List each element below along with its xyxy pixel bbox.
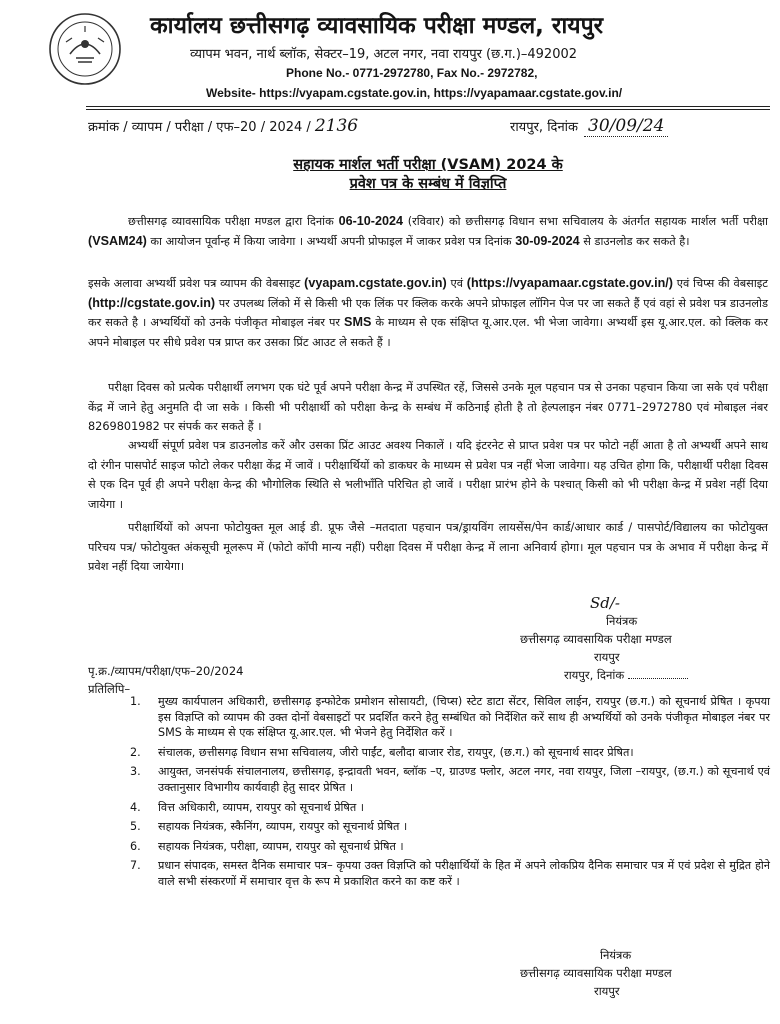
date-blank xyxy=(628,678,688,679)
handwritten-date: 30/09/24 xyxy=(584,116,668,137)
office-address: व्यापम भवन, नार्थ ब्लॉक, सेक्टर–19, अटल नगर, नवा रायपुर (छ.ग.)–492002 xyxy=(190,47,578,62)
list-item-text: सहायक नियंत्रक, परीक्षा, व्यापम, रायपुर को सूचनार्थ प्रेषित । xyxy=(158,839,404,853)
signature1-office: छत्तीसगढ़ व्यावसायिक परीक्षा मण्डल xyxy=(520,632,672,646)
office-phone: Phone No.- 0771-2972780, Fax No.- 2972782, xyxy=(286,66,538,80)
admit-card-date: 30-09-2024 xyxy=(515,233,580,248)
reference-number xyxy=(88,116,358,136)
paragraph-1 xyxy=(88,212,768,251)
list-item xyxy=(130,800,770,816)
copy-header xyxy=(88,662,243,698)
list-item-number: 4. xyxy=(130,800,141,814)
list-item-text: मुख्य कार्यपालन अधिकारी, छत्तीसगढ़ इन्फोटेक प्रमोशन सोसायटी, (चिप्स) स्टेट डाटा सेंटर, सिविल लाईन, रायपुर (छ.ग.) को सूचनार्थ प्रेषित । कृपया इस विज्ञप्ति को व्यापम की उक्त दोनों वेबसाइटों पर प्रदर्शित करने हेतु सम्बंधित को निर्देशित करें साथ ही अभ्यर्थियों को उनके पंजीकृत मोबाइल नंबर पर SMS के माध्यम से एक संक्षिप्त यू.आर.एल. भी भेजने हेतु निर्देशित करें । xyxy=(158,695,770,740)
signature-scribble: Sd/- xyxy=(590,594,620,612)
place-date xyxy=(510,116,668,137)
list-item-number: 6. xyxy=(130,839,141,853)
header-divider xyxy=(86,106,770,107)
office-website[interactable]: Website- https://vyapam.cgstate.gov.in, https://vyapamaar.cgstate.gov.in/ xyxy=(206,86,623,100)
signature-block-2 xyxy=(520,946,672,1000)
signature1-designation: नियंत्रक xyxy=(606,614,638,628)
list-item xyxy=(130,745,770,761)
list-item-text: वित्त अधिकारी, व्यापम, रायपुर को सूचनार्थ प्रेषित । xyxy=(158,800,365,814)
list-item-number: 5. xyxy=(130,820,141,834)
office-title: कार्यालय छत्तीसगढ़ व्यावसायिक परीक्षा मण्डल, रायपुर xyxy=(150,13,604,39)
paragraph-5: परीक्षार्थियों को अपना फोटोयुक्त मूल आई डी. प्रूफ जैसे –मतदाता पहचान पत्र/ड्रायविंग लायसेंस/पेन कार्ड/आधार कार्ड / पासपोर्ट/विद्यालय का फोटोयुक्त परिचय पत्र/ फोटोयुक्त अंकसूची मूलरूप में (फोटो कॉपी मान्य नहीं) परीक्षा दिवस में परीक्षा केन्द्र में लाना अनिवार्य होगा। मूल पहचान पत्र के अभाव में परीक्षा केन्द्र में प्रवेश नहीं दिया जायेगा। xyxy=(88,521,768,574)
p2-text-c: एवं चिप्स की वेबसाइट xyxy=(672,277,768,290)
list-item-text: प्रधान संपादक, समस्त दैनिक समाचार पत्र– कृपया उक्त विज्ञप्ति को परीक्षार्थियों के हित में अपने लोकप्रिय दैनिक समाचार पत्र में एवं प्रदेश से मुद्रित होने वाले सभी संस्करणों में समाचार वृत्त के रूप मे प्रकाशित करने का कष्ट करें । xyxy=(158,859,770,888)
p2-text-e: के माध्यम से एक संक्षिप्त यू.आर.एल. भी भेजा जावेगा। अभ्यर्थी इस यू.आर.एल. को क्लिक कर अपने मोबाइल पर सीधे प्रवेश पत्र प्राप्त कर उसका प्रिंट आउट ले सकते हैं । xyxy=(88,316,768,349)
copy-list xyxy=(130,694,770,894)
p2-text-d: पर उपलब्ध लिंको में से किसी भी एक लिंक पर क्लिक करके अपने प्रोफाइल लॉगिन पेज पर जा सकते हैं एवं वहां से प्रवेश पत्र डाउनलोड कर सकते है । अभ्यर्थियों को उनके पंजीकृत मोबाइल नंबर पर xyxy=(88,296,768,330)
list-item xyxy=(130,819,770,835)
p1-text-c: का आयोजन पूर्वान्ह में किया जावेगा । अभ्यर्थी अपनी प्रोफाइल में जाकर प्रवेश पत्र दिनांक xyxy=(146,234,516,248)
p2-text-a: इसके अलावा अभ्यर्थी प्रवेश पत्र व्यापम की वेबसाइट xyxy=(88,277,305,290)
list-item xyxy=(130,694,770,741)
paragraph-3: परीक्षा दिवस को प्रत्येक परीक्षार्थी लगभग एक घंटे पूर्व अपने परीक्षा केन्द्र में उपस्थित रहें, जिससे उनके मूल पहचान पत्र से उनका पहचान किया जा सके एवं परीक्षा केंद्र में जाने हेतु अनुमति दी जा सके । किसी भी परीक्षार्थी को परीक्षा केन्द्र के सम्बंध में कठिनाई होती है तो हेल्पलाइन नंबर 0771–2972780 एवं मोबाइल नंबर 8269801982 पर संपर्क कर सकते हैं । xyxy=(88,381,768,434)
header-divider-2 xyxy=(86,109,770,110)
list-item xyxy=(130,858,770,889)
notice-subject xyxy=(90,156,766,194)
subject-line-2: प्रवेश पत्र के सम्बंध में विज्ञप्ति xyxy=(349,176,507,192)
list-item-number: 1. xyxy=(130,695,141,708)
paragraph-4: अभ्यर्थी संपूर्ण प्रवेश पत्र डाउनलोड करें और उसका प्रिंट आउट अवश्य निकालें । यदि इंटरनेट से प्राप्त प्रवेश पत्र पर फोटो नहीं आता है तो अभ्यर्थी अपने साथ दो रंगीन पासपोर्ट साइज फोटो लेकर परीक्षा केंद्र में जावें । परीक्षार्थियों को डाकघर के माध्यम से प्रवेश पत्र नहीं भेजा जावेगा। यह उचित होगा कि, परीक्षार्थी परीक्षा दिवस से एक दिन पूर्व ही अपने परीक्षा केन्द्र की भौगोलिक स्थिति से भलीभाँति परिचित हो जावें । परीक्षा प्रारंभ होने के पश्चात् किसी को भी परीक्षा केन्द्र में प्रवेश नहीं दिया जायेगा । xyxy=(88,439,768,511)
list-item xyxy=(130,764,770,795)
p1-text-a: छत्तीसगढ़ व्यावसायिक परीक्षा मण्डल द्वारा दिनांक xyxy=(128,215,339,228)
subject-line-1: सहायक मार्शल भर्ती परीक्षा (VSAM) 2024 के xyxy=(293,157,563,173)
website-link-1[interactable]: (vyapam.cgstate.gov.in) xyxy=(304,276,447,290)
copy-label: प्रतिलिपि– xyxy=(88,682,131,696)
list-item-number: 7. xyxy=(130,859,141,873)
website-link-2[interactable]: (https://vyapamaar.cgstate.gov.in/) xyxy=(466,276,673,290)
p2-text-b: एवं xyxy=(446,277,467,290)
list-item-number: 3. xyxy=(130,765,141,779)
website-link-3[interactable]: (http://cgstate.gov.in) xyxy=(88,295,216,310)
signature2-office: छत्तीसगढ़ व्यावसायिक परीक्षा मण्डल xyxy=(520,966,672,980)
vyapam-logo xyxy=(48,12,122,86)
list-item-number: 2. xyxy=(130,745,141,759)
sms-label: SMS xyxy=(344,315,372,330)
signature2-city: रायपुर xyxy=(594,984,620,998)
p1-text-d: से डाउनलोड कर सकते है। xyxy=(579,234,690,248)
place-label: रायपुर, दिनांक xyxy=(510,120,579,135)
reference-text: क्रमांक / व्यापम / परीक्षा / एफ–20 / 2024 / xyxy=(88,120,311,135)
paragraph-2 xyxy=(88,274,768,352)
signature-block-1 xyxy=(520,594,688,684)
handwritten-number: 2136 xyxy=(314,116,359,136)
exam-date: 06-10-2024 xyxy=(338,214,403,228)
list-item-text: आयुक्त, जनसंपर्क संचालनालय, छत्तीसगढ़, इन्द्रावती भवन, ब्लॉक –ए, ग्राउण्ड फ्लोर, अटल नगर, नवा रायपुर, जिला –रायपुर, (छ.ग.) को सूचनार्थ एवं उक्तानुसार विभागीय कार्यवाही हेतु सादर प्रेषित । xyxy=(158,765,770,794)
exam-code: (VSAM24) xyxy=(88,233,147,248)
p1-text-b: (रविवार) को छत्तीसगढ़ विधान सभा सचिवालय के अंतर्गत सहायक मार्शल भर्ती परीक्षा xyxy=(402,215,768,228)
list-item-text: सहायक नियंत्रक, स्कैनिंग, व्यापम, रायपुर को सूचनार्थ प्रेषित । xyxy=(158,820,408,834)
list-item xyxy=(130,839,770,855)
list-item-text: संचालक, छत्तीसगढ़ विधान सभा सचिवालय, जीरो पाईंट, बलौदा बाजार रोड, रायपुर, (छ.ग.) को सूचनार्थ सादर प्रेषित। xyxy=(158,745,634,759)
signature2-designation: नियंत्रक xyxy=(600,948,632,962)
copy-reference: पृ.क्र./व्यापम/परीक्षा/एफ–20/2024 xyxy=(88,664,244,678)
signature1-date-label: रायपुर, दिनांक xyxy=(564,668,625,682)
signature1-city: रायपुर xyxy=(594,650,620,664)
